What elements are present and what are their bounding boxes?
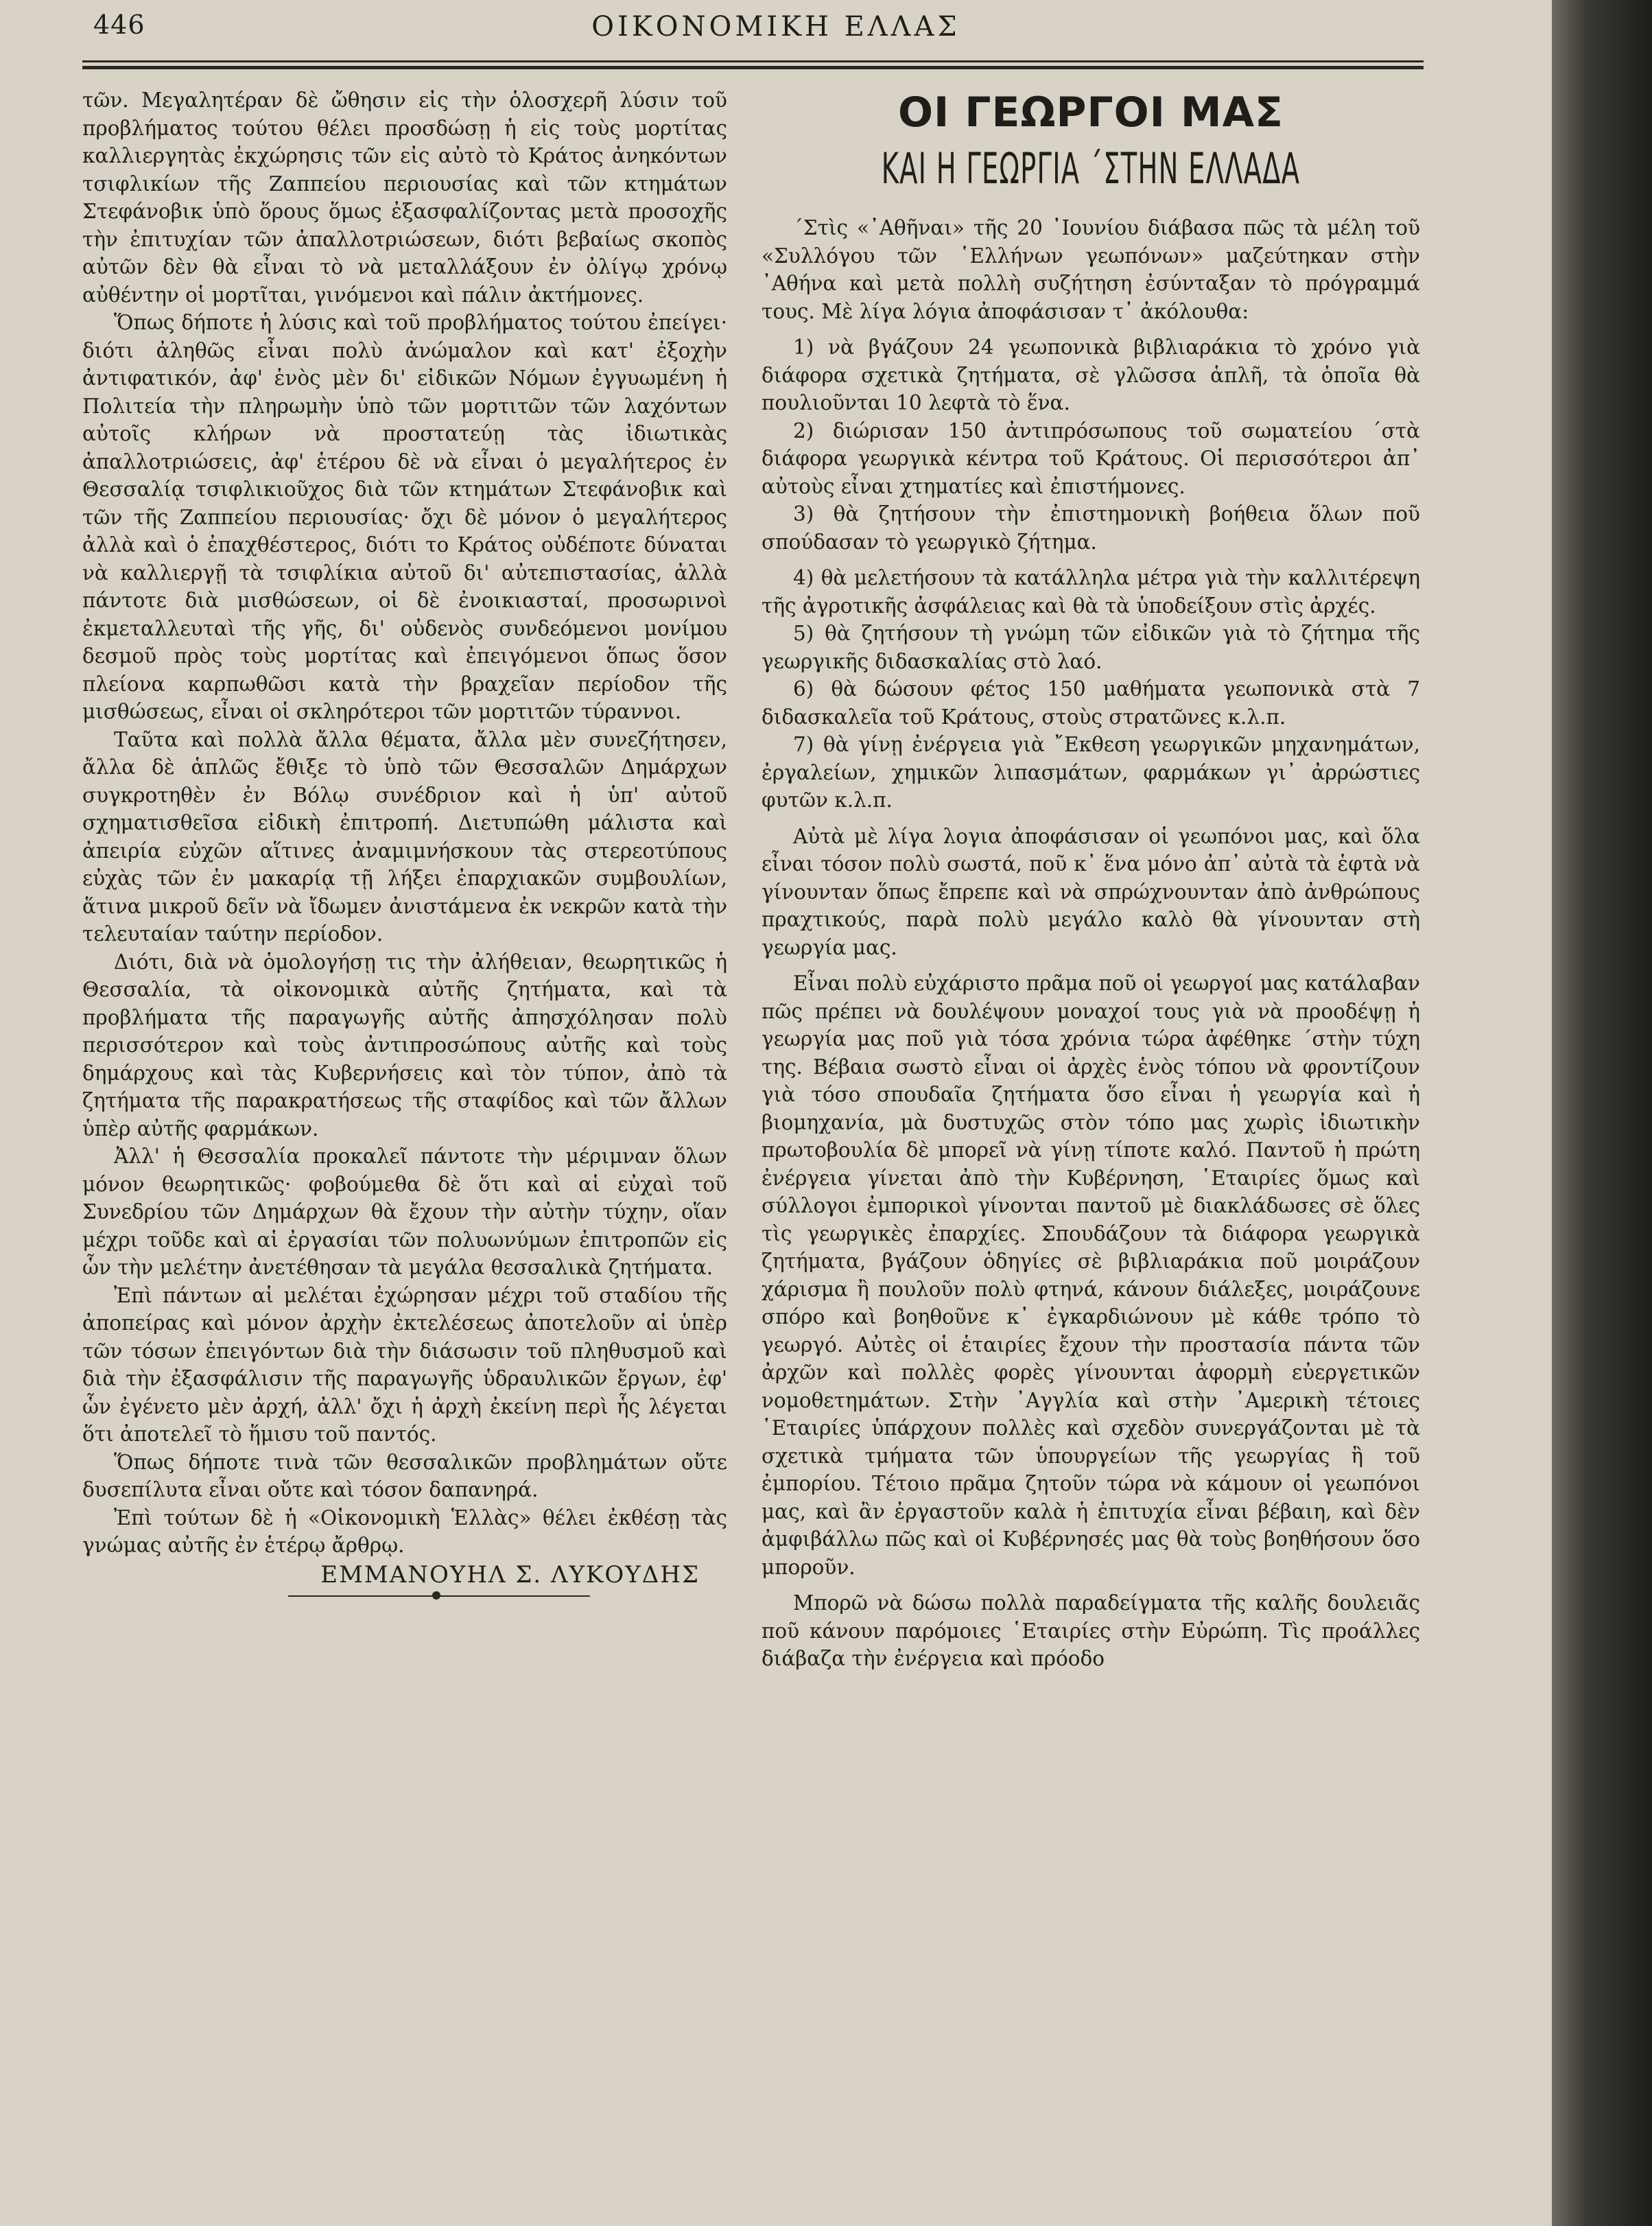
- left-paragraph-3: Ταῦτα καὶ πολλὰ ἄλλα θέματα, ἄλλα μὲν συνεζήτησεν, ἄλλα δὲ ἁπλῶς ἔθιξε τὸ ὑπὸ τῶν Θεσσαλῶν Δημάρχων συγκροτηθὲν ἐν Βόλῳ συνέδριον καὶ ἡ ὑπ' αὐτοῦ σχηματισθεῖσα εἰδικὴ ἐπιτροπή. Διετυπώθη μάλιστα καὶ ἀπειρία εὐχῶν αἵτινες ἀναμιμνήσκουν τὰς στερεοτύπους εὐχὰς τῶν ἐν μακαρίᾳ τῇ λήξει ἐπαρχιακῶν συμβουλίων, ἅτινα μικροῦ δεῖν νὰ ἴδωμεν ἀνιστάμενα ἐκ νεκρῶν κατὰ τὴν τελευταίαν ταύτην περίοδον.: [82, 727, 727, 946]
- right-column: [762, 86, 1420, 1673]
- program-item-3: 3) θὰ ζητήσουν τὴν ἐπιστημονικὴ βοήθεια ὅλων ποῦ σπούδασαν τὸ γεωργικὸ ζήτημα.: [762, 502, 1420, 554]
- left-paragraph-8: Ἐπὶ τούτων δὲ ἡ «Οἰκονομικὴ Ἑλλὰς» θέλει ἐκθέσῃ τὰς γνώμας αὐτῆς ἐν ἑτέρῳ ἄρθρῳ.: [82, 1506, 727, 1557]
- program-item-2: 2) διώρισαν 150 ἀντιπρόσωπους τοῦ σωματείου ΄στὰ διάφορα γεωργικὰ κέντρα τοῦ Κράτους. Οἱ περισσότεροι ἀπ᾽ αὐτοὺς εἶναι χτηματίες καὶ ἐπιστήμονες.: [762, 419, 1420, 498]
- left-paragraph-6: Ἐπὶ πάντων αἱ μελέται ἐχώρησαν μέχρι τοῦ σταδίου τῆς ἀποπείρας καὶ μόνον ἀρχὴν ἐκτελέσεως ἀποτελοῦν αἱ ὑπὲρ τῶν τόσων ἐπειγόντων διὰ τὴν διάσωσιν τοῦ πληθυσμοῦ καὶ διὰ τὴν ἐξασφάλισιν τῆς παραγωγῆς ὑδραυλικῶν ἔργων, ἐφ' ὧν ἐγένετο μὲν ἀρχή, ἀλλ' ὄχι ἡ ἀρχὴ ἐκείνη περὶ ἧς λέγεται ὅτι ἀποτελεῖ τὸ ἥμισυ τοῦ παντός.: [82, 1283, 727, 1446]
- article-title-line-1: ΟΙ ΓΕΩΡΓΟΙ ΜΑΣ: [898, 89, 1284, 137]
- left-paragraph-7: Ὅπως δήποτε τινὰ τῶν θεσσαλικῶν προβλημάτων οὔτε δυσεπίλυτα εἶναι οὔτε καὶ τόσον δαπανηρά.: [82, 1450, 727, 1501]
- program-item-1: 1) νὰ βγάζουν 24 γεωπονικὰ βιβλιαράκια τὸ χρόνο γιὰ διάφορα σχετικὰ ζητήματα, σὲ γλῶσσα ἁπλῆ, τὰ ὁποῖα θὰ πουλιοῦνται 10 λεφτὰ τὸ ἕνα.: [762, 336, 1420, 414]
- right-paragraph-closing: Μπορῶ νὰ δώσω πολλὰ παραδείγματα τῆς καλῆς δουλειᾶς ποῦ κάνουν παρόμοιες ῾Εταιρίες στὴν Εὐρώπη. Τὶς προάλλες διάβαζα τὴν ἐνέργεια καὶ πρόοδο: [762, 1591, 1420, 1670]
- author-signature: ΕΜΜΑΝΟΥΗΛ Σ. ΛΥΚΟΥΔΗΣ: [320, 1560, 700, 1589]
- program-item-4: 4) θὰ μελετήσουν τὰ κατάλληλα μέτρα γιὰ τὴν καλλιτέρεψη τῆς ἀγροτικῆς ἀσφάλειας καὶ θὰ τὰ ὑποδείξουν στὶς ἀρχές.: [762, 566, 1420, 618]
- running-title: ΟΙΚΟΝΟΜΙΚΗ ΕΛΛΑΣ: [591, 11, 960, 43]
- left-paragraph-5: Ἀλλ' ἡ Θεσσαλία προκαλεῖ πάντοτε τὴν μέριμναν ὅλων μόνον θεωρητικῶς· φοβούμεθα δὲ ὅτι καὶ αἱ εὐχαὶ τοῦ Συνεδρίου τῶν Δημάρχων θὰ ἔχουν τὴν αὐτὴν τύχην, οἵαν μέχρι τοῦδε καὶ αἱ ἐργασίαι τῶν πολυωνύμων ἐπιτροπῶν εἰς ὧν τὴν μελέτην ἀνετέθησαν τὰ μεγάλα θεσσαλικὰ ζητήματα.: [82, 1145, 727, 1279]
- page-number: 446: [93, 10, 145, 40]
- article-title-line-2: ΚΑΙ Η ΓΕΩΡΓΙΑ ΄ΣΤΗΝ ΕΛΛΑΔΑ: [881, 143, 1301, 194]
- signature-divider: [288, 1595, 590, 1597]
- program-item-6: 6) θὰ δώσουν φέτος 150 μαθήματα γεωπονικὰ στὰ 7 διδασκαλεῖα τοῦ Κράτους, στοὺς στρατῶνες κ.λ.π.: [762, 677, 1420, 729]
- left-paragraph-1: τῶν. Μεγαλητέραν δὲ ὤθησιν εἰς τὴν ὁλοσχερῆ λύσιν τοῦ προβλήματος τούτου θέλει προσδώσῃ ἡ εἰς τοὺς μορτίτας καλλιεργητὰς ἐκχώρησις τῶν εἰς αὐτὸ τὸ Κράτος ἀνηκόντων τσιφλικίων τῆς Ζαππείου περιουσίας καὶ τῶν κτημάτων Στεφάνοβικ ὑπὸ ὅρους ὅμως ἐξασφαλίζοντας μετὰ προσοχῆς τὴν ἐπιτυχίαν τῶν ἀπαλλοτριώσεων, διότι βεβαίως σκοπὸς αὐτῶν δὲν θὰ εἶναι τὸ νὰ μεταλλάξουν ἐν ὀλίγῳ χρόνῳ αὐθέντην οἱ μορτῖται, γινόμενοι καὶ πάλιν ἀκτήμονες.: [82, 89, 727, 307]
- program-item-7: 7) θὰ γίνῃ ἐνέργεια γιὰ ῎Εκθεση γεωργικῶν μηχανημάτων, ἐργαλείων, χημικῶν λιπασμάτων, φαρμάκων γι᾽ ἀρρώστιες φυτῶν κ.λ.π.: [762, 733, 1420, 812]
- right-paragraph-main: Εἶναι πολὺ εὐχάριστο πρᾶμα ποῦ οἱ γεωργοί μας κατάλαβαν πῶς πρέπει νὰ δουλέψουν μοναχοί τους γιὰ νὰ προοδέψῃ ἡ γεωργία μας ποῦ γιὰ τόσα χρόνια τώρα ἀφέθηκε ΄στὴν τύχη της. Βέβαια σωστὸ εἶναι οἱ ἀρχὲς ἑνὸς τόπου νὰ φροντίζουν γιὰ τόσο σπουδαῖα ζητήματα ὅσο εἶναι ἡ γεωργία καὶ ἡ βιομηχανία, μὰ δυστυχῶς στὸν τόπο μας χωρὶς ἰδιωτικὴν πρωτοβουλία δὲ μπορεῖ νὰ γίνῃ τίποτε καλό. Παντοῦ ἡ πρώτη ἐνέργεια γίνεται ἀπὸ τὴν Κυβέρνηση, ῾Εταιρίες ὅμως καὶ σύλλογοι ἐμπορικοὶ γίνονται παντοῦ μὲ διακλάδωσες σὲ ὅλες τὶς γεωργικὲς ἐπαρχίες. Σπουδάζουν τὰ διάφορα γεωργικὰ ζητήματα, βγάζουν ὁδηγίες σὲ βιβλιαράκια ποῦ μοιράζουν χάρισμα ἢ πουλοῦν πολὺ φτηνά, κάνουν διάλεξες, μοιράζουνε σπόρο καὶ βοηθοῦνε κ᾽ ἐγκαρδιώνουν μὲ κάθε τρόπο τὸ γεωργό. Αὐτὲς οἱ ἑταιρίες ἔχουν τὴν προστασία πάντα τῶν ἀρχῶν καὶ πολλὲς φορὲς γίνουνται ἀφορμὴ εὐεργετικῶν νομοθετημάτων. Στὴν ᾽Αγγλία καὶ στὴν ᾽Αμερικὴ τέτοιες ῾Εταιρίες ὑπάρχουν πολλὲς καὶ σχεδὸν συνεργάζονται μὲ τὰ σχετικὰ τμήματα τῶν ὑπουργείων τῆς γεωργίας ἢ τοῦ ἐμπορίου. Τέτοιο πρᾶμα ζητοῦν τώρα νὰ κάμουν οἱ γεωπόνοι μας, καὶ ἂν ἐργαστοῦν καλὰ ἡ ἐπιτυχία εἶναι βέβαιη, καὶ δὲν ἀμφιβάλλω πῶς καὶ οἱ Κυβέρνησές μας θὰ τοὺς βοηθήσουν ὅσο μποροῦν.: [762, 972, 1420, 1579]
- right-paragraph-intro: ΄Στὶς «᾽Αθῆναι» τῆς 20 ᾽Ιουνίου διάβασα πῶς τὰ μέλη τοῦ «Συλλόγου τῶν ῾Ελλήνων γεωπόνων» μαζεύτηκαν στὴν ᾽Αθήνα καὶ μετὰ πολλὴ συζήτηση ἐσύνταξαν τὸ πρόγραμμά τους. Μὲ λίγα λόγια ἀποφάσισαν τ᾽ ἀκόλουθα:: [762, 216, 1420, 323]
- divider-dot: [432, 1591, 440, 1600]
- page-edge-shadow: [1552, 0, 1652, 2226]
- header-rule-thick: [82, 66, 1424, 69]
- right-paragraph-summary: Αὐτὰ μὲ λίγα λογια ἀποφάσισαν οἱ γεωπόνοι μας, καὶ ὅλα εἶναι τόσον πολὺ σωστά, ποῦ κ᾽ ἕνα μόνο ἀπ᾽ αὐτὰ τὰ ἑφτὰ νὰ γίνουνταν ὅπως ἔπρεπε καὶ νὰ σπρώχνουνταν ἀπὸ ἀνθρώπους πραχτικούς, παρὰ πολὺ μεγάλο καλὸ θὰ γίνουνταν στὴ γεωργία μας.: [762, 824, 1420, 959]
- left-paragraph-2: Ὅπως δήποτε ἡ λύσις καὶ τοῦ προβλήματος τούτου ἐπείγει· διότι ἀληθῶς εἶναι πολὺ ἀνώμαλον καὶ κατ' ἐξοχὴν ἀντιφατικόν, ἀφ' ἑνὸς μὲν δι' εἰδικῶν Νόμων ἐγγυωμένη ἡ Πολιτεία τὴν πληρωμὴν ὑπὸ τῶν μορτιτῶν τῶν λαχόντων αὐτοῖς κλήρων νὰ προστατεύῃ τὰς ἰδιωτικὰς ἀπαλλοτριώσεις, ἀφ' ἑτέρου δὲ νὰ εἶναι ὁ μεγαλήτερος ἐν Θεσσαλίᾳ τσιφλικιοῦχος διὰ τῶν κτημάτων Στεφάνοβικ καὶ τῶν τῆς Ζαππείου περιουσίας· ὄχι δὲ μόνον ὁ μεγαλήτερος ἀλλὰ καὶ ὁ ἐπαχθέστερος, διότι το Κράτος οὐδέποτε δύναται νὰ καλλιεργῇ τὰ τσιφλίκια αὐτοῦ δι' αὐτεπιστασίας, ἀλλὰ πάντοτε διὰ μισθώσεων, οἱ δὲ ἐνοικιασταί, προσωρινοὶ ἐκμεταλλευταὶ τῆς γῆς, δι' οὐδενὸς συνδεόμενοι μονίμου δεσμοῦ πρὸς τοὺς μορτίτας καὶ ἐπειγόμενοι ὅπως ὅσον πλείονα καρπωθῶσι κατὰ τὴν βραχεῖαν περίοδον τῆς μισθώσεως, εἶναι οἱ σκληρότεροι τῶν μορτιτῶν τύραννοι.: [82, 311, 727, 723]
- left-column: [82, 86, 727, 1597]
- header-rule-thin: [82, 60, 1424, 62]
- program-item-5: 5) θὰ ζητήσουν τὴ γνώμη τῶν εἰδικῶν γιὰ τὸ ζήτημα τῆς γεωργικῆς διδασκαλίας στὸ λαό.: [762, 622, 1420, 673]
- left-paragraph-4: Διότι, διὰ νὰ ὁμολογήσῃ τις τὴν ἀλήθειαν, θεωρητικῶς ἡ Θεσσαλία, τὰ οἰκονομικὰ αὐτῆς ζητήματα, καὶ τὰ προβλήματα τῆς παραγωγῆς αὐτῆς ἀπησχόλησαν πολὺ περισσότερον καὶ τοὺς ἀντιπροσώπους αὐτῆς καὶ τοὺς δημάρχους καὶ τὰς Κυβερνήσεις καὶ τὸν τύπον, ἀπὸ τὰ ζητήματα τῆς παρακρατήσεως τῆς σταφίδος καὶ τῶν ἄλλων ὑπὲρ αὐτῆς φαρμάκων.: [82, 950, 727, 1140]
